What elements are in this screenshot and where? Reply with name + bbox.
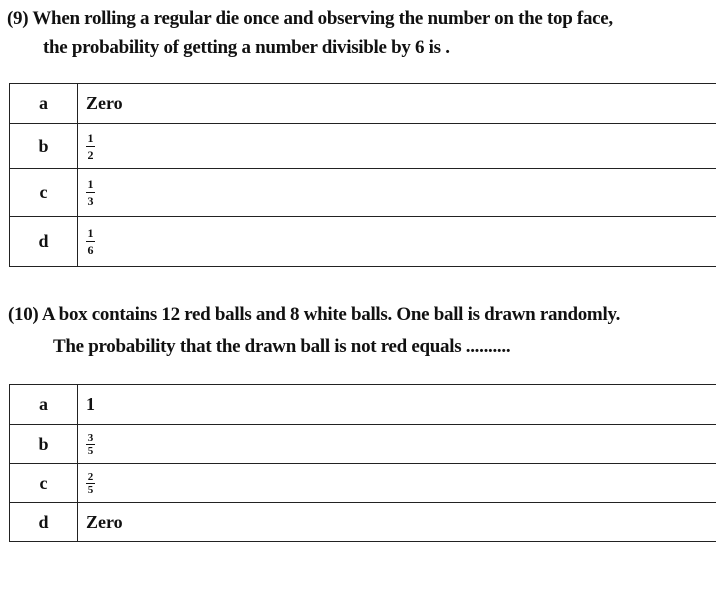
option-row-a[interactable] (10, 385, 716, 425)
fraction-numerator: 2 (87, 470, 94, 483)
option-letter: b (10, 425, 78, 464)
fraction-numerator: 3 (87, 431, 94, 444)
fraction-denominator: 5 (87, 483, 94, 496)
fraction-bar (86, 241, 95, 242)
fraction-denominator: 3 (87, 194, 94, 208)
option-row-d[interactable] (10, 217, 716, 267)
option-letter: b (10, 124, 78, 169)
option-value: Zero (78, 84, 716, 124)
fraction (86, 132, 95, 161)
fraction (86, 433, 95, 456)
question-10-line-1: (10) A box contains 12 red balls and 8 white balls. One ball is drawn randomly. (8, 304, 621, 325)
option-value: 1 (78, 385, 716, 425)
fraction-bar (86, 192, 95, 193)
question-10-line-2: The probability that the drawn ball is not red equals .......... (53, 336, 511, 357)
question-9-options-table (9, 83, 716, 267)
question-10 (0, 300, 620, 364)
fraction-bar (86, 146, 95, 147)
option-value (78, 124, 716, 169)
fraction-denominator: 6 (87, 243, 94, 257)
option-letter: a (10, 385, 78, 425)
option-letter: d (10, 217, 78, 267)
option-value (78, 169, 716, 217)
option-row-b[interactable] (10, 425, 716, 464)
option-value: Zero (78, 503, 716, 542)
fraction-numerator: 1 (87, 130, 94, 145)
fraction (86, 472, 95, 495)
fraction (86, 227, 95, 256)
question-9-line-2: the probability of getting a number divisible by 6 is . (43, 37, 450, 58)
option-row-c[interactable] (10, 464, 716, 503)
question-9 (0, 4, 613, 62)
option-value (78, 464, 716, 503)
option-letter: c (10, 464, 78, 503)
option-letter: c (10, 169, 78, 217)
option-row-c[interactable] (10, 169, 716, 217)
option-row-b[interactable] (10, 124, 716, 169)
fraction-denominator: 2 (87, 147, 94, 162)
fraction-denominator: 5 (87, 444, 94, 457)
fraction-numerator: 1 (87, 177, 94, 191)
option-letter: a (10, 84, 78, 124)
option-row-a[interactable] (10, 84, 716, 124)
option-value (78, 425, 716, 464)
fraction-numerator: 1 (87, 226, 94, 240)
fraction (86, 178, 95, 207)
option-value (78, 217, 716, 267)
question-10-options-table (9, 384, 716, 542)
option-row-d[interactable] (10, 503, 716, 542)
option-letter: d (10, 503, 78, 542)
question-9-line-1: (9) When rolling a regular die once and observing the number on the top face, (7, 8, 613, 29)
